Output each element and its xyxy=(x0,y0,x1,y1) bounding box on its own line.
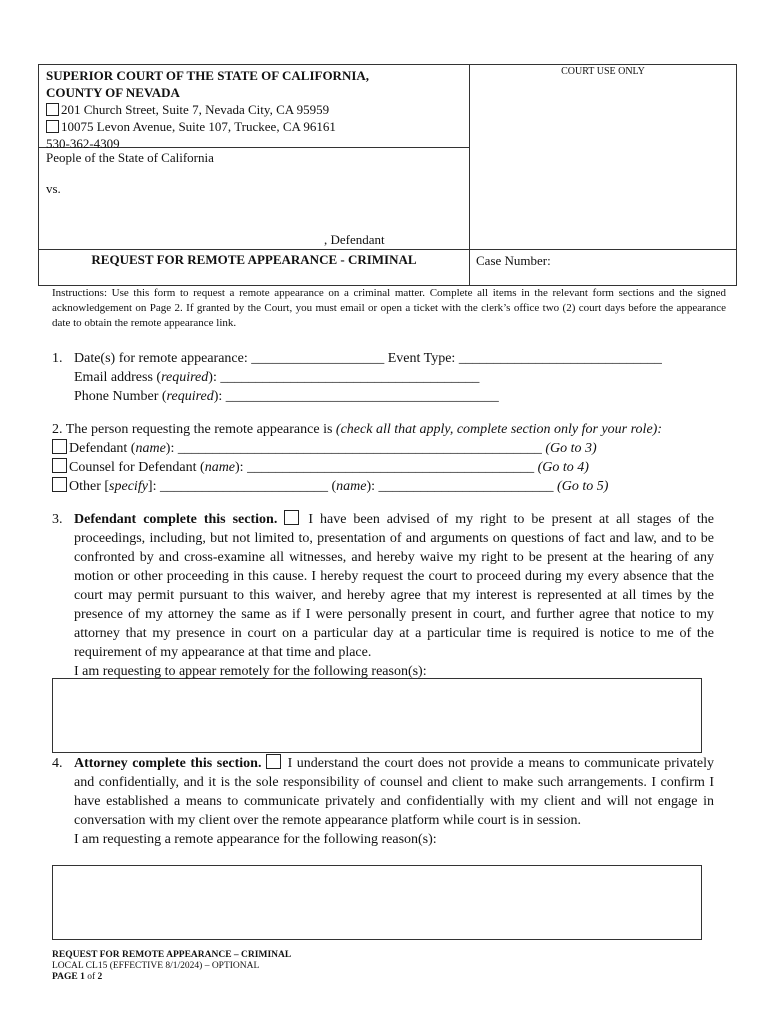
phone-field[interactable]: _______________________________________ xyxy=(225,389,499,404)
counsel-checkbox[interactable] xyxy=(52,458,67,473)
other-name-open: ( xyxy=(331,479,337,494)
goto-4: (Go to 4) xyxy=(537,460,589,475)
item3-reason-label: I am requesting to appear remotely for the following reason(s): xyxy=(74,664,427,679)
court-use-only-label: COURT USE ONLY xyxy=(561,66,645,77)
court-name-block xyxy=(46,67,466,152)
dates-field[interactable]: ___________________ xyxy=(251,351,385,366)
case-number-label: Case Number: xyxy=(476,253,551,268)
item3-body: I have been advised of my right to be present at all stages of the proceedings, including, but not limited to, presentation of and arguments on questions of fact and law, and to be confronted by and cross-examine all witnesses, and hereby waive my right to be present at the hearing of any motion or other proceeding in this cause. I hereby request the court to proceed during my every absence that the court may permit pursuant to this waiver, and hereby agree that my interest is represented at all times by the presence of my attorney the same as if I were personally present in court, and further agree that notice to my attorney that my presence in court on a particular day at a particular time is required is notice to me of the requirement of my appearance at that time and place. xyxy=(74,512,715,660)
item1-email-row xyxy=(74,368,732,387)
item4-heading: Attorney complete this section. xyxy=(74,756,262,771)
item3-heading: Defendant complete this section. xyxy=(74,512,278,527)
item1-phone-row xyxy=(74,387,732,406)
attorney-confirm-checkbox[interactable] xyxy=(266,754,281,769)
counsel-row xyxy=(52,458,742,477)
versus-label: vs. xyxy=(46,181,61,196)
email-close: ): xyxy=(208,370,217,385)
event-type-field[interactable]: _____________________________ xyxy=(458,351,662,366)
other-name-label: name xyxy=(336,479,367,494)
court-use-box xyxy=(469,64,737,250)
goto-5: (Go to 5) xyxy=(557,479,609,494)
item-3 xyxy=(52,510,714,681)
item2-number: 2. xyxy=(52,422,63,437)
other-name-close: ): xyxy=(366,479,376,494)
item-1 xyxy=(52,349,732,406)
footer-page-of: of xyxy=(84,972,98,982)
defendant-checkbox[interactable] xyxy=(52,439,67,454)
counsel-name-label: name xyxy=(204,460,236,475)
counsel-close: ): xyxy=(235,460,244,475)
goto-3: (Go to 3) xyxy=(545,441,597,456)
item3-paragraph xyxy=(74,510,714,662)
phone-close: ): xyxy=(213,389,223,404)
defendant-name-field[interactable]: ____________________________________________________ xyxy=(177,441,542,456)
item-4 xyxy=(52,754,714,849)
item1-number: 1. xyxy=(52,351,63,366)
address-option-nevada-city xyxy=(46,101,466,118)
event-type-label: Event Type: xyxy=(387,351,456,366)
counsel-name-field[interactable]: _________________________________________ xyxy=(247,460,535,475)
dates-label: Date(s) for remote appearance: xyxy=(74,351,248,366)
phone-label: Phone Number ( xyxy=(74,389,167,404)
defendant-waiver-checkbox[interactable] xyxy=(284,510,299,525)
email-field[interactable]: _____________________________________ xyxy=(220,370,480,385)
page-footer xyxy=(52,950,452,983)
item4-paragraph xyxy=(74,754,714,830)
defendant-reason-textbox[interactable] xyxy=(52,678,702,753)
other-name-field[interactable]: _________________________ xyxy=(378,479,554,494)
footer-page-num: 1 xyxy=(80,972,85,982)
defendant-role-label: Defendant ( xyxy=(69,441,136,456)
phone-required: required xyxy=(166,389,214,404)
other-specify-label: specify xyxy=(109,479,148,494)
footer-local: LOCAL CL15 (EFFECTIVE 8/1/2024) – OPTIONAL xyxy=(52,961,260,971)
defendant-close: ): xyxy=(165,441,175,456)
attorney-reason-textbox[interactable] xyxy=(52,865,702,940)
defendant-name-label: name xyxy=(135,441,166,456)
footer-page-prefix: PAGE xyxy=(52,972,81,982)
item3-number: 3. xyxy=(52,512,63,527)
footer-page xyxy=(52,972,452,983)
court-name-line2: COUNTY OF NEVADA xyxy=(46,85,180,100)
court-name-line1: SUPERIOR COURT OF THE STATE OF CALIFORNIA, xyxy=(46,68,370,83)
item4-number: 4. xyxy=(52,756,63,771)
other-specify-field[interactable]: ________________________ xyxy=(159,479,328,494)
item1-dates-row xyxy=(74,349,732,368)
defendant-label: , Defendant xyxy=(324,232,385,247)
address2-text: 10075 Levon Avenue, Suite 107, Truckee, CA 96161 xyxy=(61,119,336,134)
other-row xyxy=(52,477,742,496)
counsel-role-label: Counsel for Defendant ( xyxy=(69,460,205,475)
nevada-city-checkbox[interactable] xyxy=(46,103,59,116)
truckee-checkbox[interactable] xyxy=(46,120,59,133)
other-checkbox[interactable] xyxy=(52,477,67,492)
address1-text: 201 Church Street, Suite 7, Nevada City, CA 95959 xyxy=(61,102,330,117)
footer-page-total: 2 xyxy=(97,972,103,982)
court-phone: 530-362-4309 xyxy=(46,136,120,151)
form-title: REQUEST FOR REMOTE APPEARANCE - CRIMINAL xyxy=(91,252,417,267)
plaintiff-name: People of the State of California xyxy=(46,150,214,165)
email-required: required xyxy=(161,370,209,385)
other-role-label: Other [ xyxy=(69,479,110,494)
item4-body: I understand the court does not provide a means to communicate privately and confidentially, and it is the sole responsibility of counsel and client to make such arrangements. I confirm I have established a means to communicate privately and confidentially with my client and will not engage in conversation with my client over the remote appearance platform while court is in session. xyxy=(74,756,715,828)
instructions-text: Instructions: Use this form to request a remote appearance on a criminal matter. Complete all items in the relevant form sections and the signed acknowledgement on Page 2. If granted by the Court, you must email or open a ticket with the clerk’s office two (2) court days before the appearance date to obtain the remote appearance link. xyxy=(52,287,726,329)
address-option-truckee xyxy=(46,118,466,135)
item-2 xyxy=(52,420,742,496)
other-close: ]: xyxy=(147,479,157,494)
footer-title: REQUEST FOR REMOTE APPEARANCE – CRIMINAL xyxy=(52,950,292,960)
email-label: Email address ( xyxy=(74,370,162,385)
item2-intro-italic: (check all that apply, complete section only for your role): xyxy=(335,422,662,437)
defendant-row xyxy=(52,439,742,458)
item2-intro: The person requesting the remote appearance is xyxy=(65,422,336,437)
item4-reason-label: I am requesting a remote appearance for the following reason(s): xyxy=(74,832,437,847)
